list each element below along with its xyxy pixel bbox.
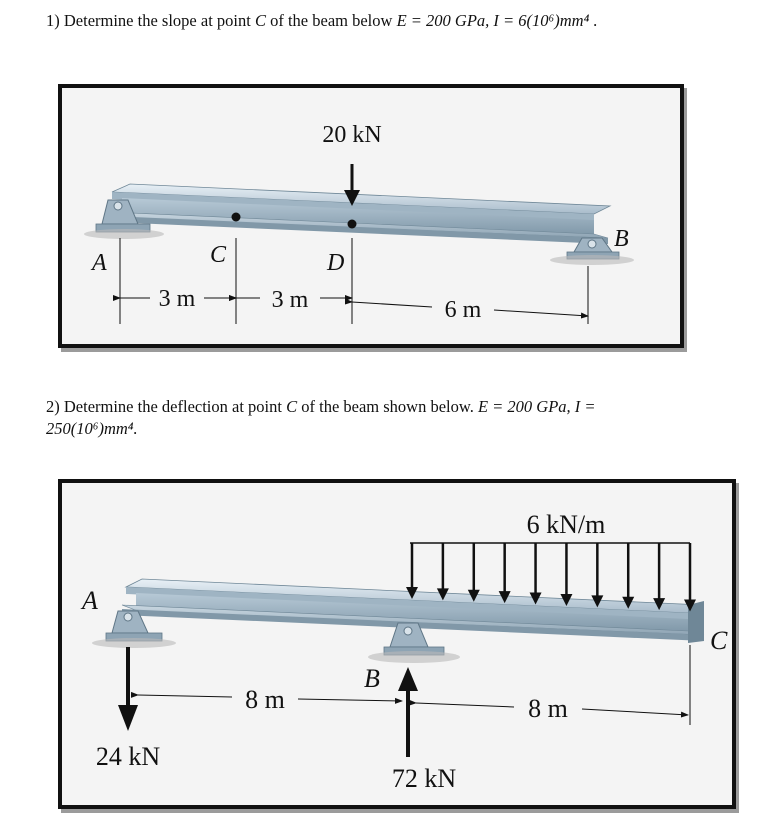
problem-2-given-1: E = 200 GPa, I = [477, 397, 596, 416]
label-b-2: B [364, 664, 380, 693]
dim-cd: 3 m [271, 287, 309, 313]
problem-2-statement [46, 396, 686, 440]
label-c: C [210, 242, 227, 268]
dim-db: 6 m [444, 297, 482, 323]
problem-1-text: Determine the slope at point [63, 11, 251, 30]
reaction-b-label: 72 kN [391, 764, 457, 793]
reaction-a-label: 24 kN [95, 742, 161, 771]
beam-1 [110, 184, 610, 244]
problem-1-text2: of the beam below [270, 11, 393, 30]
problem-1-given: E = 200 GPa, I = 6(10⁶)mm⁴ . [396, 11, 598, 30]
dim-ac: 3 m [158, 286, 196, 312]
label-b: B [614, 226, 629, 252]
problem-2-given-2: 250(10⁶)mm⁴. [46, 419, 138, 438]
problem-2-point: C [286, 397, 298, 416]
beam-figure-2-drawing [62, 483, 732, 805]
problem-2-text: Determine the deflection at point [63, 397, 282, 416]
problem-2-text2: of the beam shown below. [301, 397, 474, 416]
label-d: D [327, 250, 345, 276]
dimension-lines-2 [138, 695, 688, 715]
beam-figure-1 [58, 84, 684, 348]
reaction-arrow-b [398, 667, 418, 757]
point-d-marker [348, 220, 357, 229]
label-a: A [92, 250, 107, 276]
reaction-arrow-a [118, 647, 138, 731]
beam-figure-2 [58, 479, 736, 809]
problem-1-point: C [254, 11, 266, 30]
point-c-marker [232, 213, 241, 222]
problem-1-statement [46, 10, 598, 32]
beam-figure-1-drawing [62, 88, 680, 344]
dist-load-label: 6 kN/m [526, 510, 606, 539]
problem-2-number: 2) [46, 397, 60, 416]
dim-ab: 8 m [245, 685, 285, 714]
label-c-2: C [710, 626, 728, 655]
problem-1-number: 1) [46, 11, 60, 30]
label-a-2: A [82, 586, 98, 615]
dim-bc: 8 m [528, 694, 568, 723]
load-label-20kn: 20 kN [322, 122, 382, 148]
